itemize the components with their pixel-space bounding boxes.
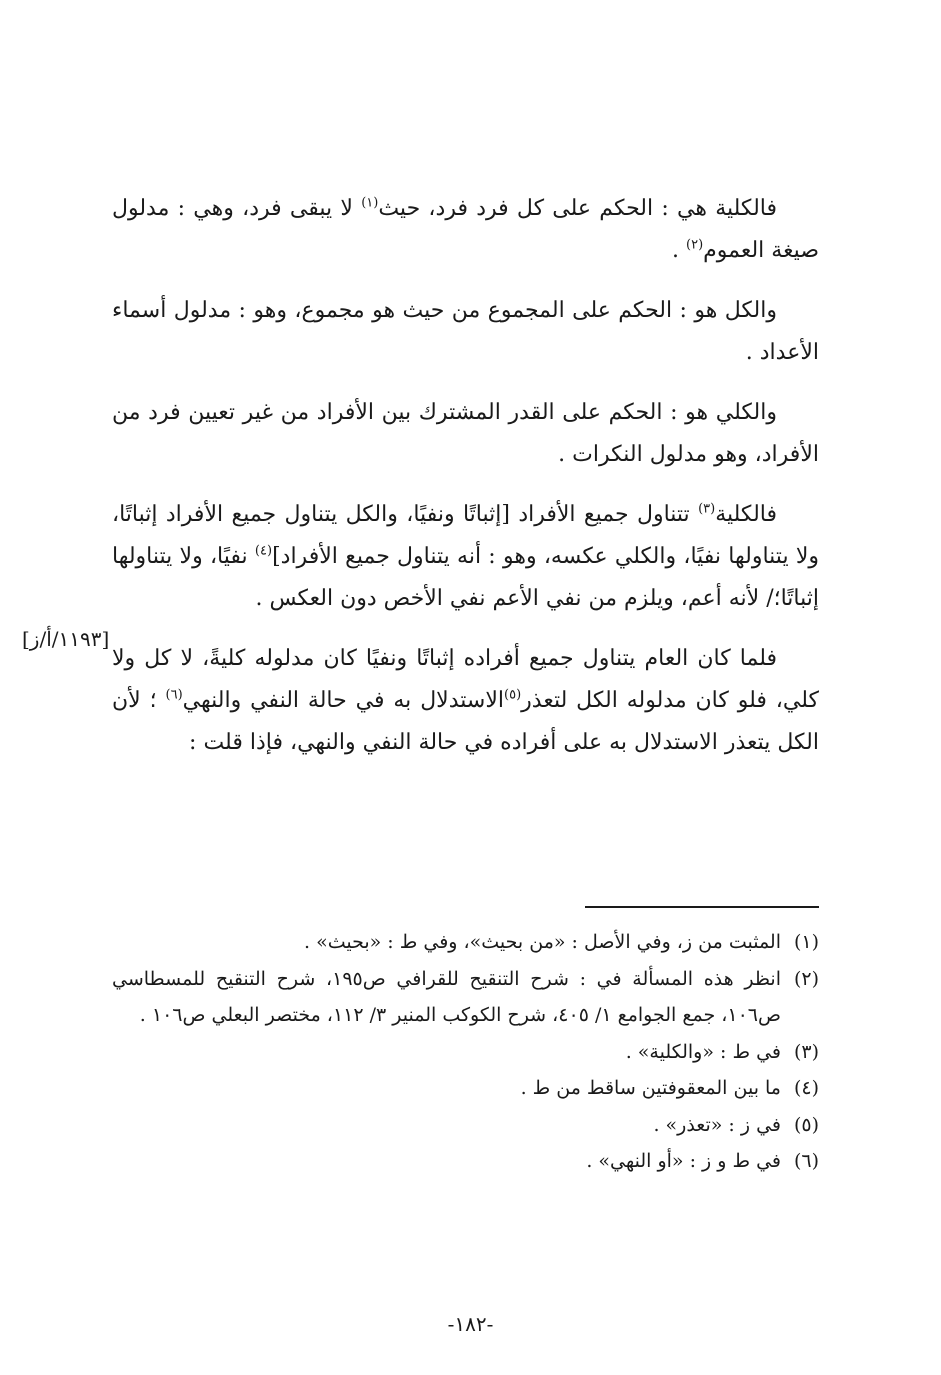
footnote-text: في ط و ز : «أو النهي» . [586, 1150, 781, 1172]
footnotes [112, 924, 819, 1180]
manuscript-folio-note: [١١٩٣/أ/ز] [22, 627, 110, 651]
text-run: تتناول جميع الأفراد [إثباتًا ونفيًا، والكل يتناول جميع الأفراد إثباتًا، ولا يتناولها نفيًا، والكلي عكسه، وهو : أنه يتناول جميع الأفراد] [112, 502, 820, 569]
footnote-ref-3[interactable]: (٣) [698, 501, 716, 517]
footnote-number: (٢) [793, 967, 819, 990]
footnote-text: في ط : «والكلية» . [625, 1040, 781, 1063]
paragraph-conclusion [112, 638, 819, 764]
footnote-text: المثبت من ز، وفي الأصل : «من بحيث»، وفي ط : «بحيث» . [304, 931, 781, 953]
footnote-ref-5[interactable]: (٥) [504, 687, 522, 703]
text-run: والكلي هو : الحكم على القدر المشترك بين الأفراد من غير تعيين فرد من الأفراد، وهو مدلول النكرات . [112, 400, 819, 467]
footnote-number: (٦) [793, 1150, 819, 1172]
page-number: -١٨٢- [447, 1312, 494, 1336]
footnote-ref-1[interactable]: (١) [361, 195, 379, 211]
text-run: لا يبقى فرد، وهي : مدلول صيغة العموم [112, 196, 819, 263]
paragraph-kulliyya-definition [112, 188, 819, 272]
footnote-text: في ز : «تعذر» . [653, 1113, 781, 1136]
footnote-4 [112, 1070, 819, 1107]
main-text [112, 188, 819, 764]
footnote-3 [112, 1034, 819, 1071]
text-run: فلما كان العام يتناول جميع أفراده إثباتًا ونفيًا كان مدلوله كليةً، لا كل ولا كلي، فلو كان مدلوله الكل لتعذر [112, 646, 820, 713]
footnote-number: (٥) [793, 1113, 819, 1136]
paragraph-comparison [112, 494, 819, 620]
footnote-text: انظر هذه المسألة في : شرح التنقيح للقرافي ص١٩٥، شرح التنقيح للمسطاسي ص١٠٦، جمع الجوامع ١/ ٤٠٥، شرح الكوكب المنير ٣/ ١١٢، مختصر البعلي ص١٠٦ . [112, 967, 781, 1026]
footnote-number: (٣) [793, 1040, 819, 1063]
footnote-5 [112, 1107, 819, 1144]
footnote-text: ما بين المعقوفتين ساقط من ط . [520, 1077, 781, 1099]
text-run: . [672, 238, 686, 263]
footnote-number: (٤) [793, 1077, 819, 1099]
text-run: ؛ لأن الكل يتعذر الاستدلال به على أفراده في حالة النفي والنهي، فإذا قلت : [112, 688, 819, 755]
text-run: فالكلية هي : الحكم على كل فرد فرد، حيث [378, 196, 777, 221]
text-run: نفيًا، ولا يتناولها إثباتًا؛/ لأنه أعم، ويلزم من نفي الأعم نفي الأخص دون العكس . [112, 544, 819, 611]
text-run: والكل هو : الحكم على المجموع من حيث هو مجموع، وهو : مدلول أسماء الأعداد . [112, 298, 819, 365]
footnote-ref-2[interactable]: (٢) [686, 237, 704, 253]
text-run: فالكلية [715, 502, 777, 527]
paragraph-kull-definition [112, 290, 819, 374]
footnote-ref-4[interactable]: (٤) [254, 543, 273, 559]
footnote-1 [112, 924, 819, 961]
footnote-6 [112, 1143, 819, 1180]
footnote-number: (١) [793, 931, 819, 953]
footnote-ref-6[interactable]: (٦) [165, 687, 183, 703]
paragraph-kulli-definition [112, 392, 819, 476]
footnote-separator [585, 906, 819, 908]
text-run: الاستدلال به في حالة النفي والنهي [182, 688, 505, 713]
footnote-2 [112, 961, 819, 1034]
